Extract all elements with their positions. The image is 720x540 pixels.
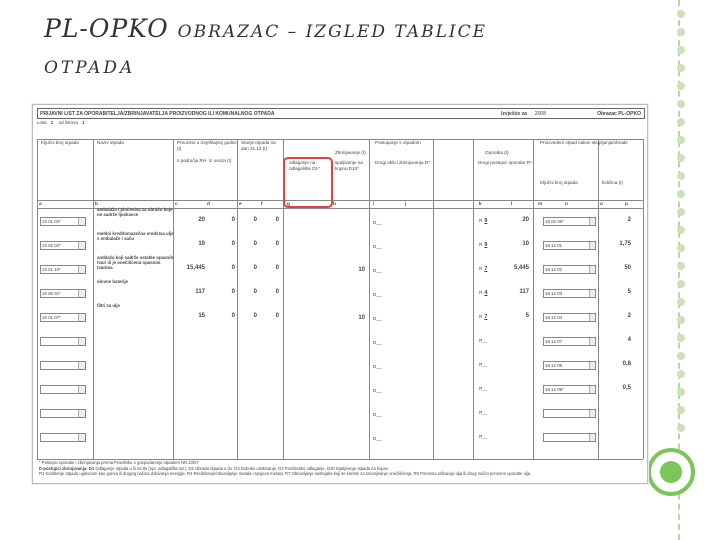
recovery-code [479,410,489,416]
recovery-number: 7 [484,314,488,320]
recovery-qty: 20 [522,217,529,223]
recovery-letter: R [479,242,483,247]
waste-code-select[interactable]: 15 01 03* [40,217,86,226]
slide-title-line2: OTPADA [44,58,136,78]
column-letter: k [479,202,482,207]
grid-line [37,139,38,459]
recovery-code [479,362,489,368]
recovery-qty: 10 [522,241,529,247]
form-footnote [39,460,643,477]
column-letter: m [538,202,543,207]
qty-rh: 20 [198,217,205,223]
header-import: iz uvoza (t) [209,158,232,163]
recovery-code [479,314,487,320]
waste-name: ambalaža i pločevina za ubrašu koje ne sadrže ljuskavce [97,207,173,218]
recovery-code [479,266,487,272]
disposal-code: D__ [373,364,382,369]
qty-import: 0 [231,217,235,223]
produced-qty: 2 [627,217,631,223]
incineration-value: 10 [358,315,365,321]
produced-code-select[interactable]: 19 12 07 [543,337,596,346]
form-code: Obrazac PL-OPKO [597,110,641,117]
header-produced: Proizvedeni otpad nakon skupljanja/obrade [540,140,628,145]
recovery-code [479,338,489,344]
stock-value: 0 [253,289,257,295]
column-letter: p [625,202,628,207]
recovery-letter: R__ [479,362,488,367]
waste-code-select[interactable] [40,385,86,394]
produced-qty: 4 [627,337,631,343]
produced-code-select[interactable]: 19 12 04 [543,313,596,322]
stock-value: 0 [253,265,257,271]
column-letter: i [373,202,375,207]
slide-title [44,14,487,43]
qty-import: 0 [231,313,235,319]
stock-value: 0 [253,217,257,223]
header-produced-qty: količina (t) [602,180,623,185]
qty-import: 0 [231,241,235,247]
disposal-code: D__ [373,340,382,345]
disposal-code: D__ [373,412,382,417]
header-stock: Stanje otpada na dan 31.12 (t) [241,140,276,151]
produced-code-select[interactable]: 19 12 02 [543,265,596,274]
sheet-label: Lista [37,120,47,125]
qty-import: 0 [231,265,235,271]
stock-value-2: 0 [275,313,279,319]
highlight-landfill-column [283,157,333,208]
recovery-qty: 117 [519,289,529,295]
disposal-code: D__ [373,292,382,297]
stock-value-2: 0 [275,241,279,247]
disposal-code: D__ [373,268,382,273]
recovery-letter: R__ [479,386,488,391]
recovery-letter: R [479,314,483,319]
column-letter: h [333,202,336,207]
disposal-code: D__ [373,316,382,321]
footnote-bold: D-postupci zbrinjavanja: D1 [39,465,95,471]
qty-rh: 117 [195,289,205,295]
scanned-form [32,104,648,484]
disposal-code: D__ [373,388,382,393]
slide-title-rest: OBRAZAC – IZGLED TABLICE [177,22,488,42]
column-letter: l [511,202,513,207]
recovery-number: 9 [484,218,488,224]
column-letter: o [600,202,603,207]
produced-qty: 0,5 [622,385,631,391]
column-letter: n [565,202,568,207]
form-year-value: 2008 [534,110,546,117]
stock-value-2: 0 [275,289,279,295]
waste-name: amblažu koji sadrže ostatke opasnih tvari ili je onečišćena opasnim tvarima [97,255,174,271]
sheet-count: 1 [81,120,85,125]
column-letter: g [287,202,290,207]
recovery-letter: R [479,290,483,295]
waste-code-select[interactable]: 15 02 02* [40,241,86,250]
produced-code-select[interactable] [543,433,596,442]
recovery-number: 7 [484,266,488,272]
recovery-letter: R__ [479,338,488,343]
stock-value: 0 [253,313,257,319]
waste-code-select[interactable]: 16 06 01* [40,289,86,298]
header-taken-over: Preuzeto u izvještajnoj godini (t) [177,140,237,151]
stock-value-2: 0 [275,265,279,271]
produced-code-select[interactable]: 19 12 08 [543,361,596,370]
qty-rh: 15 [198,313,205,319]
header-other-disposal: Drugi oblici zbrinjavanja D* [375,160,430,165]
column-letter: f [261,202,263,207]
column-letter: a [39,202,42,207]
disposal-code: D__ [373,220,382,225]
column-letter: d [207,202,210,207]
recovery-number: 4 [484,290,488,296]
waste-code-select[interactable]: 15 01 10* [40,265,86,274]
waste-name: mehloi kreditomazečna sredstva ulje s embalaže i saču [97,231,174,242]
recovery-letter: R__ [479,410,488,415]
header-incineration: spaljivanje na kopnu D10* [335,160,363,171]
waste-code-select[interactable] [40,433,86,442]
qty-rh: 10 [198,241,205,247]
stock-value-2: 0 [275,217,279,223]
column-letter: b [95,202,98,207]
footnote-line-1: * Postupci oporabe i zbrinjavanja prema Pravilniku o gospodarenju otpadom NN 23/07 [39,460,199,465]
sheet-mid: od listova [58,120,78,125]
stock-value: 0 [253,241,257,247]
slide-title-main: PL-OPKO [44,14,169,43]
footnote-line-3: R1 Korištenje otpada uglavnom kao goriva ili drugog načina dobivanja energije, R4 Recikliranje/obnavljanje metala i spojeva metala, R7 Obnavljanje sastojaka koji se koriste za smanjivanje onečišćenja, R9 Ponovna rafinacija ulja ili drugi načini ponovne uporabe ulja [39,471,531,477]
decorative-dots [673,0,689,450]
column-letter: c [175,202,178,207]
produced-code-select[interactable]: 15 02 06* [543,217,596,226]
header-waste-code: Ključni broj otpada [41,140,79,145]
header-recovery: Oporaba (t) [485,150,509,155]
header-landfill: odlaganje na odlagalište D1* [289,160,320,171]
header-handling: Postupanje s otpadom [375,140,421,145]
qty-import: 0 [231,289,235,295]
footnote-line-2-text: Odlaganje otpada u ili na tlo (npr. odlagalište itd.), D2 Obrada otpada u tlu, D3 Duboko utiskivanje, D4 Površinsko odlaganje, D10 Spaljivanje otpada na kopnu [95,465,389,471]
produced-code-select[interactable]: 19 12 01 [543,241,596,250]
waste-code-select[interactable] [40,337,86,346]
recovery-code [479,242,487,248]
recovery-code [479,218,487,224]
produced-code-select[interactable]: 19 12 03 [543,289,596,298]
column-letter: e [239,202,242,207]
grid-line [473,139,474,459]
form-year [501,111,571,117]
recovery-code [479,434,489,440]
recovery-number: 9 [484,242,488,248]
waste-name: filtri za ulje [97,303,120,308]
form-header-title: PRIJAVNI LIST ZA OPORABITELJA/ZBRINJAVATELJA PROIZVODNOG ILI KOMUNALNOG OTPADA [40,110,275,117]
disposal-code: D__ [373,244,382,249]
qty-rh: 15,445 [186,265,205,271]
recovery-qty: 5 [525,313,529,319]
header-waste-name: Naziv otpada [97,140,124,145]
recovery-code [479,386,489,392]
sheet-value: 1 [50,120,54,125]
produced-qty: 2 [627,313,631,319]
decorative-green-circle [647,448,695,496]
header-produced-code: Ključni broj otpada [540,180,578,185]
produced-code-select[interactable]: 19 12 09* [543,385,596,394]
waste-code-select[interactable] [40,409,86,418]
column-letter: j [405,202,407,207]
recovery-letter: R [479,266,483,271]
produced-qty: 0,8 [622,361,631,367]
header-from-rh: s područja RH [177,158,207,163]
produced-qty: 50 [624,265,631,271]
produced-code-select[interactable] [543,409,596,418]
waste-code-select[interactable]: 16 01 07* [40,313,86,322]
recovery-letter: R [479,218,483,223]
form-year-label: Izvješće za [501,110,527,117]
header-other-recovery: Drugi postupci oporabe R* [478,160,532,165]
header-disposal: Zbrinjavanje (t) [335,150,366,155]
produced-qty: 5 [627,289,631,295]
produced-qty: 1,75 [619,241,631,247]
form-header [37,108,645,119]
recovery-qty: 5,445 [513,265,529,271]
form-sheet-info [37,120,89,125]
incineration-value: 10 [358,267,365,273]
waste-name: olovne baterije [97,279,128,284]
recovery-letter: R__ [479,434,488,439]
waste-code-select[interactable] [40,361,86,370]
recovery-code [479,290,487,296]
disposal-code: D__ [373,436,382,441]
